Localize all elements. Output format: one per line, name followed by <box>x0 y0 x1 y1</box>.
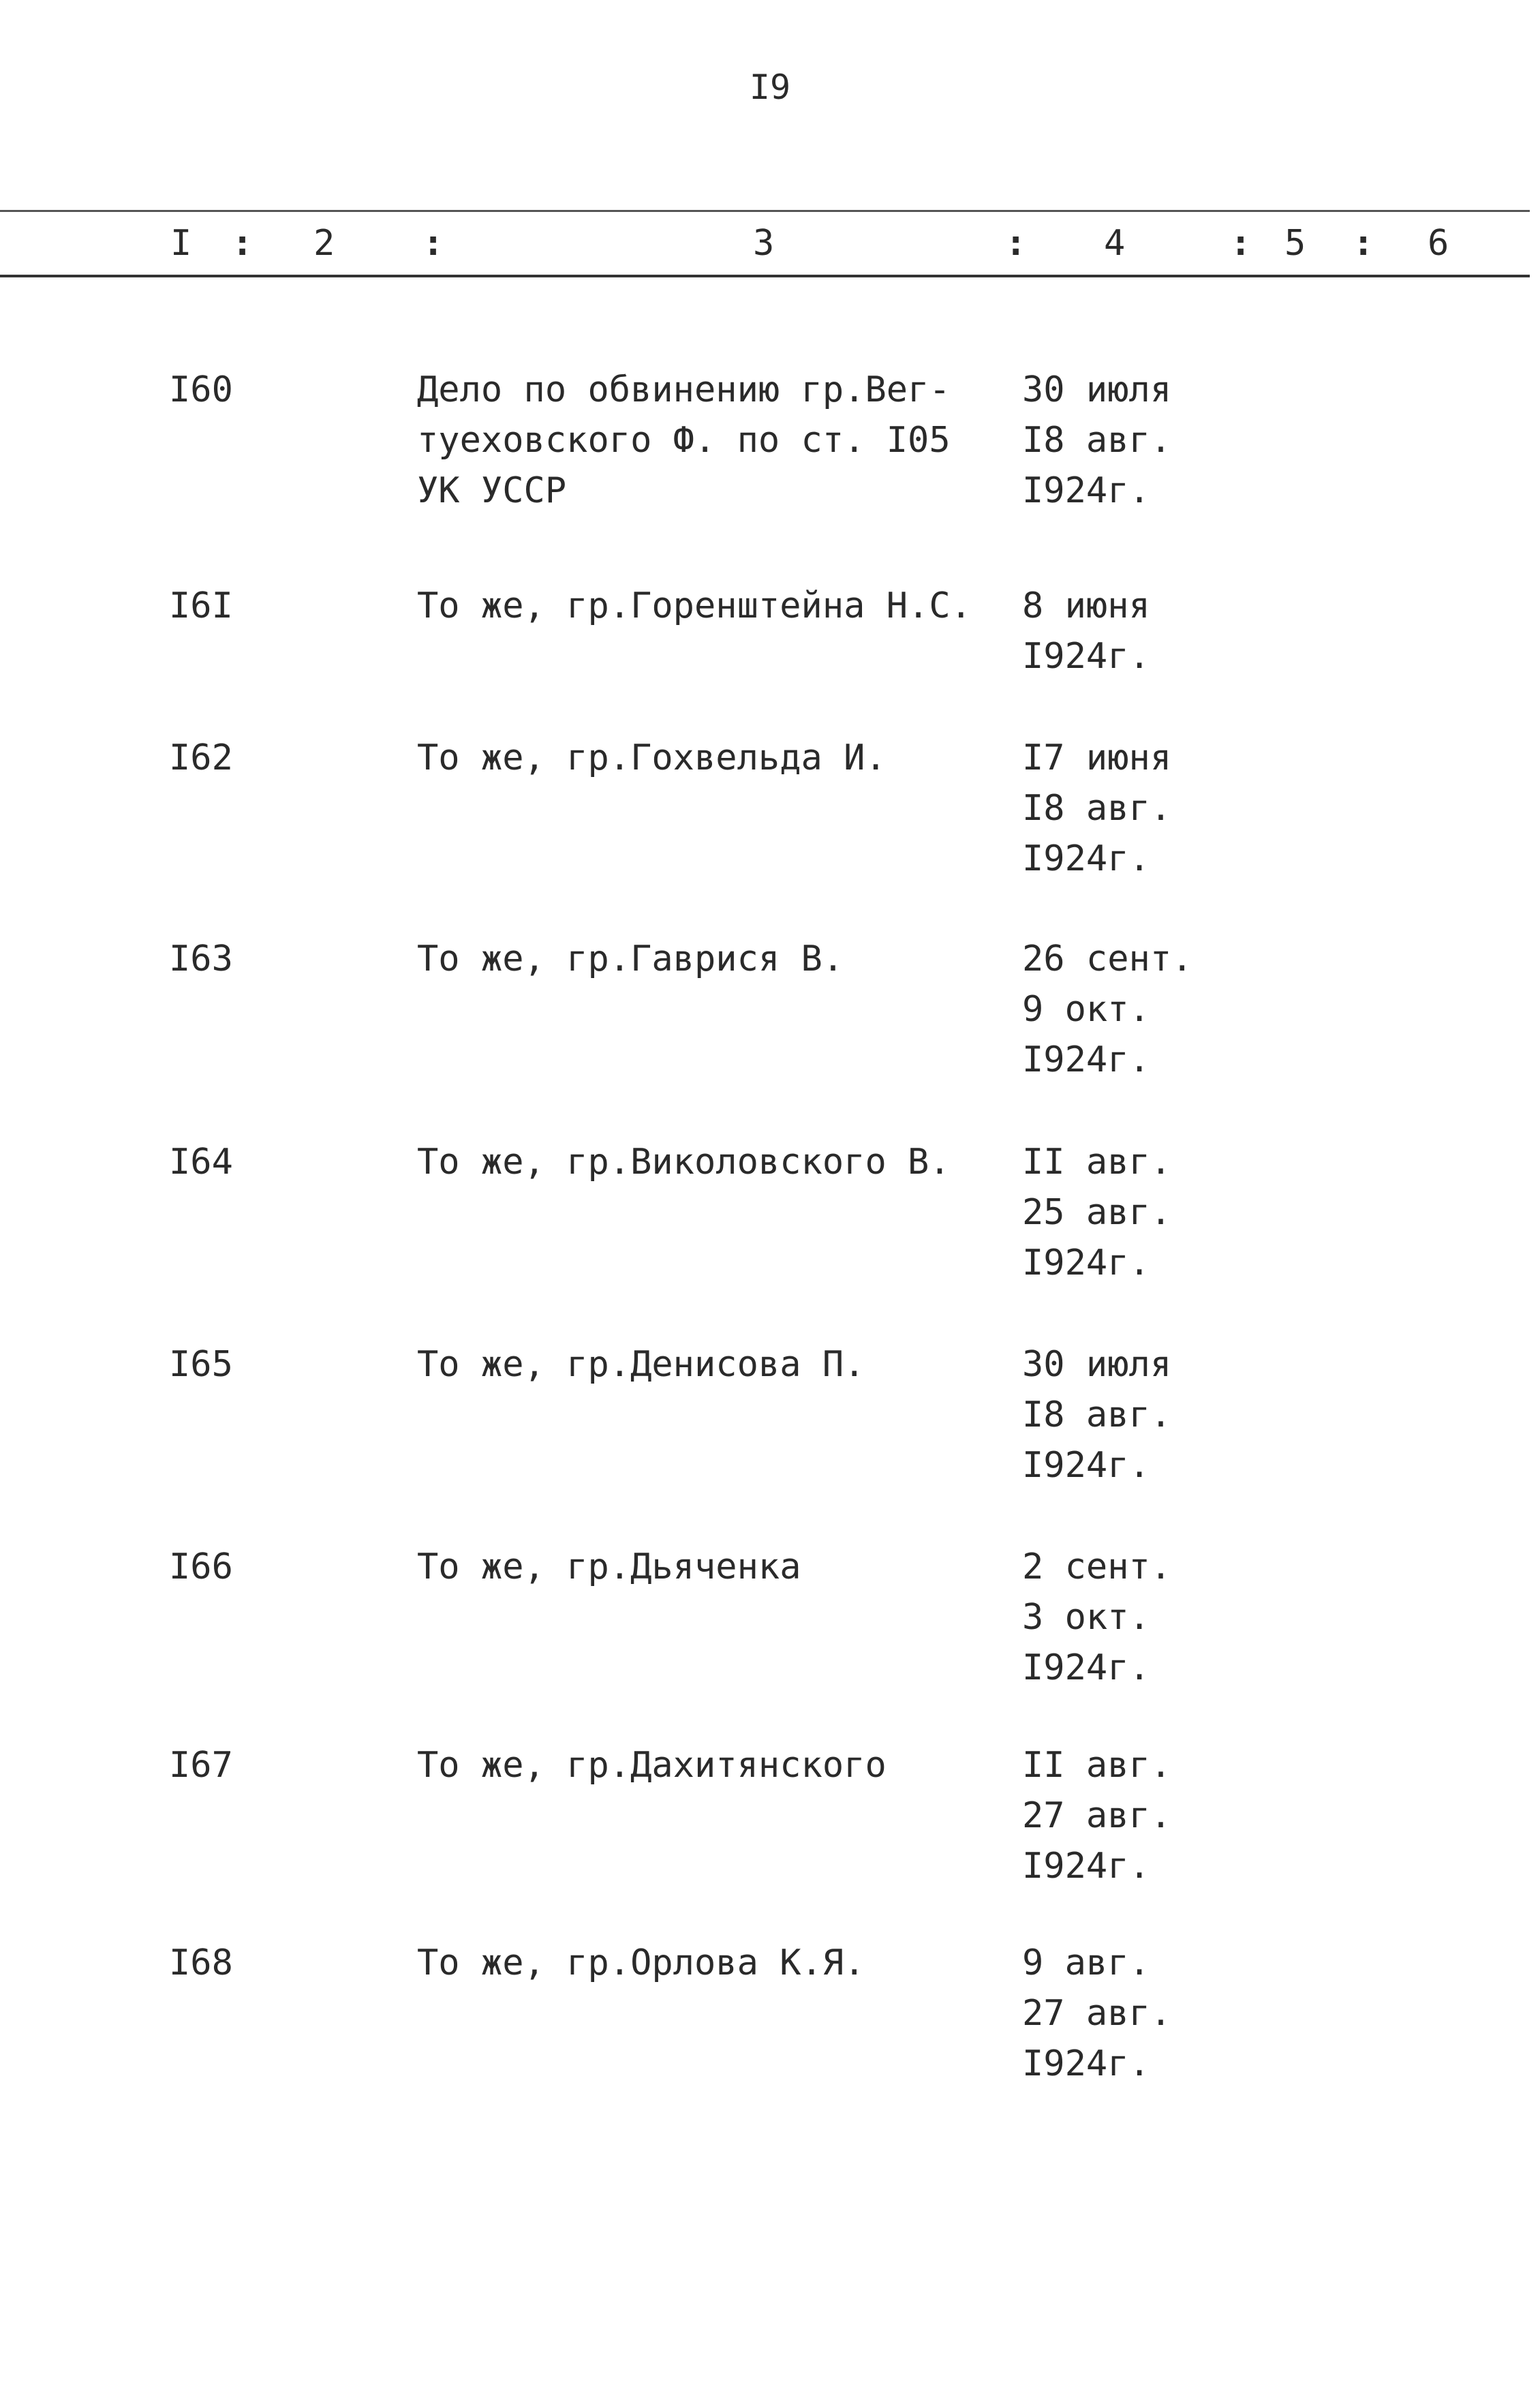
header-bottom-rule <box>0 275 1530 277</box>
record-date-line: I924г. <box>1022 1647 1150 1688</box>
record-number: I60 <box>169 369 233 410</box>
record-title <box>417 581 976 631</box>
record-date-line: I924г. <box>1022 636 1150 677</box>
record-title-line: То же, гр.Дьяченка <box>417 1546 801 1587</box>
record-date-line: I924г. <box>1022 1846 1150 1887</box>
column-header-row <box>0 213 1540 274</box>
record-title <box>417 1137 976 1187</box>
record-number: I67 <box>169 1745 233 1786</box>
record-date-line: 3 окт. <box>1022 1597 1150 1638</box>
record-date-line: 8 июня <box>1022 585 1150 626</box>
page-number: I9 <box>749 67 791 107</box>
column-header-5: 5 <box>1284 223 1306 264</box>
record-dates <box>1022 1740 1295 1891</box>
column-header-2: 2 <box>313 223 335 264</box>
record-title <box>417 733 976 783</box>
record-title <box>417 1339 976 1390</box>
record-number: I65 <box>169 1344 233 1385</box>
record-title-line: То же, гр.Виколовского В. <box>417 1142 951 1183</box>
record-date-line: 25 авг. <box>1022 1192 1172 1233</box>
record-date-line: I8 авг. <box>1022 1394 1172 1435</box>
record-dates <box>1022 1137 1295 1288</box>
record-date-line: I924г. <box>1022 838 1150 879</box>
record-title-line: То же, гр.Гохвельда И. <box>417 737 887 778</box>
record-number: I68 <box>169 1942 233 1983</box>
record-date-line: 30 июля <box>1022 369 1172 410</box>
record-title <box>417 934 976 984</box>
record-date-line: 30 июля <box>1022 1344 1172 1385</box>
record-dates <box>1022 365 1295 516</box>
record-title-line: То же, гр.Дахитянского <box>417 1745 887 1786</box>
record-dates <box>1022 1542 1295 1693</box>
record-number: I66 <box>169 1546 233 1587</box>
record-date-line: II авг. <box>1022 1142 1172 1183</box>
column-header-1: I <box>170 223 192 264</box>
record-date-line: 9 окт. <box>1022 989 1150 1030</box>
record-dates <box>1022 1938 1295 2089</box>
column-separator: : <box>1353 223 1374 264</box>
column-header-3: 3 <box>753 223 775 264</box>
column-header-4: 4 <box>1104 223 1126 264</box>
record-date-line: I924г. <box>1022 1243 1150 1283</box>
record-date-line: 9 авг. <box>1022 1942 1150 1983</box>
record-number: I62 <box>169 737 233 778</box>
record-date-line: 2 сент. <box>1022 1546 1172 1587</box>
record-date-line: I924г. <box>1022 1039 1150 1080</box>
record-dates <box>1022 581 1295 682</box>
record-dates <box>1022 733 1295 884</box>
record-title-line: То же, гр.Горенштейна Н.С. <box>417 585 972 626</box>
column-separator: : <box>232 223 253 264</box>
record-date-line: I924г. <box>1022 2043 1150 2084</box>
record-title-line: То же, гр.Орлова К.Я. <box>417 1942 865 1983</box>
column-header-6: 6 <box>1428 223 1449 264</box>
record-title-line: То же, гр.Гаврися В. <box>417 939 844 979</box>
record-date-line: I924г. <box>1022 1445 1150 1486</box>
record-dates <box>1022 1339 1295 1491</box>
record-dates <box>1022 934 1295 1085</box>
header-top-rule <box>0 210 1530 212</box>
record-title-line: То же, гр.Денисова П. <box>417 1344 865 1385</box>
column-separator: : <box>1005 223 1027 264</box>
record-title-line: УК УССР <box>417 470 567 511</box>
record-number: I63 <box>169 939 233 979</box>
record-date-line: 27 авг. <box>1022 1993 1172 2034</box>
record-title <box>417 365 976 516</box>
record-date-line: 27 авг. <box>1022 1795 1172 1836</box>
record-date-line: I8 авг. <box>1022 788 1172 829</box>
record-title-line: туеховского Ф. по ст. I05 <box>417 420 951 461</box>
record-title-line: Дело по обвинению гр.Вег- <box>417 369 951 410</box>
column-separator: : <box>422 223 444 264</box>
record-number: I6I <box>169 585 233 626</box>
record-title <box>417 1542 976 1592</box>
record-date-line: I7 июня <box>1022 737 1172 778</box>
record-date-line: I8 авг. <box>1022 420 1172 461</box>
record-title <box>417 1740 976 1790</box>
record-date-line: II авг. <box>1022 1745 1172 1786</box>
record-number: I64 <box>169 1142 233 1183</box>
record-title <box>417 1938 976 1988</box>
record-date-line: I924г. <box>1022 470 1150 511</box>
record-date-line: 26 сент. <box>1022 939 1193 979</box>
column-separator: : <box>1230 223 1252 264</box>
